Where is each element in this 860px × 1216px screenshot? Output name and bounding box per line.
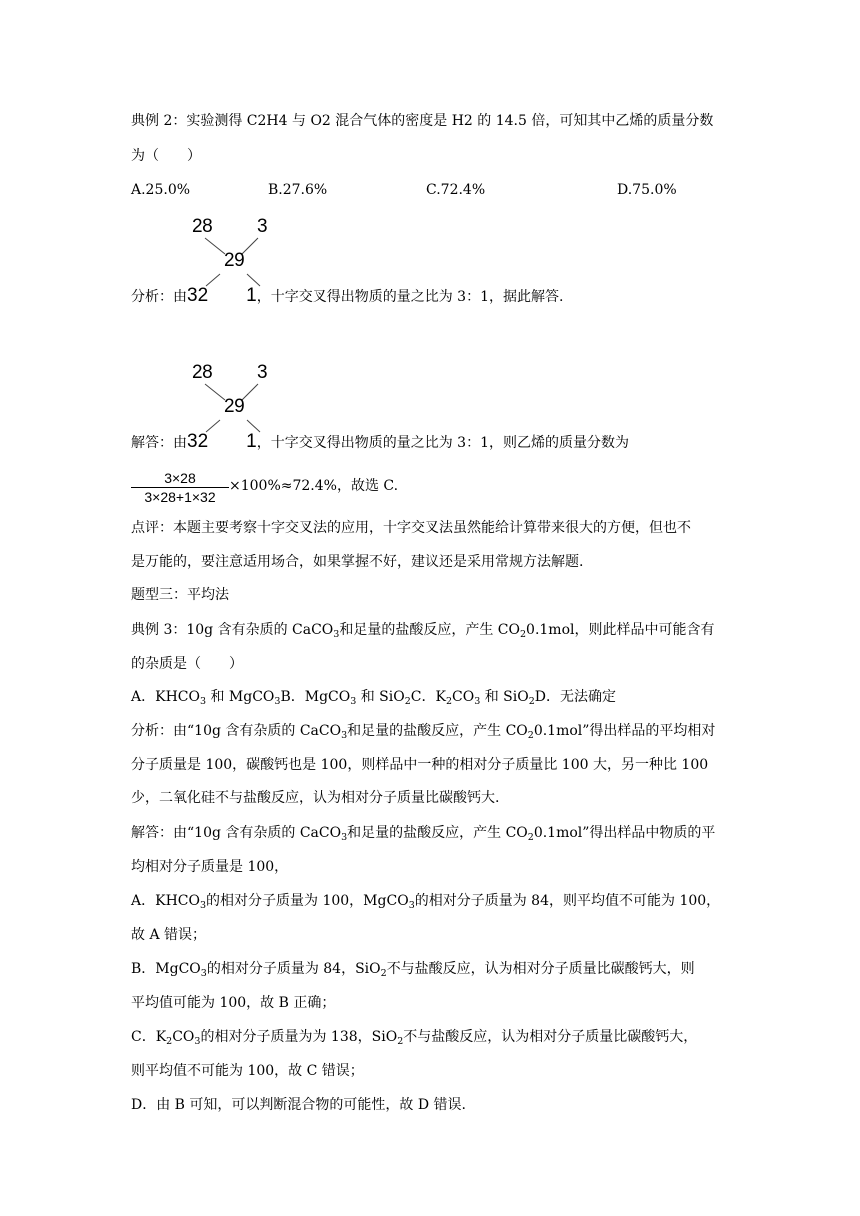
option-b: B.27.6% bbox=[268, 182, 328, 198]
answer2-line1 bbox=[131, 432, 629, 453]
answer3-b-line1: B．MgCO$_3$的相对分子质量为 84，SiO$_2$不与盐酸反应，认为相对分子质量比碳酸钙大，则 bbox=[131, 961, 695, 979]
answer2-prefix: 解答：由 bbox=[131, 435, 187, 451]
cross-top-right: 3 bbox=[257, 216, 268, 237]
option-d: D.75.0% bbox=[617, 182, 677, 198]
answer3-line2: 均相对分子质量是 100， bbox=[131, 859, 289, 875]
cross-bottom-right: 1 bbox=[246, 431, 257, 452]
example2-line2: 为（ ） bbox=[131, 148, 201, 164]
answer3-b-line2: 平均值可能为 100，故 B 正确； bbox=[131, 995, 336, 1011]
example2-line1: 典例 2：实验测得 C2H4 与 O2 混合气体的密度是 H2 的 14.5 倍，可知其中乙烯的质量分数 bbox=[131, 113, 714, 129]
comment-line1: 点评：本题主要考察十字交叉法的应用，十字交叉法虽然能给计算带来很大的方便，但也不 bbox=[131, 520, 691, 536]
example3-options: A．$KHCO_3$ 和 MgCO$_3$B．MgCO$_3$ 和 SiO$_2$C．$K_2CO_3$ 和 SiO$_2$D．无法确定 bbox=[131, 689, 616, 707]
cross-bottom-left: 32 bbox=[187, 431, 209, 452]
answer3-line1: 解答：由“10g 含有杂质的 CaCO$_3$和足量的盐酸反应，产生 $CO_20.1mol$”得出样品中物质的平 bbox=[131, 825, 716, 843]
analysis3-line2: 分子质量是 100，碳酸钙也是 100，则样品中一种的相对分子质量比 100 大，另一种比 100 bbox=[131, 757, 709, 773]
analysis2-prefix: 分析：由 bbox=[131, 289, 187, 305]
answer3-d-line: D．由 B 可知，可以判断混合物的可能性，故 D 错误. bbox=[131, 1097, 466, 1113]
answer3-c-line2: 则平均值不可能为 100，故 C 错误； bbox=[131, 1063, 364, 1079]
cross-bottom-left: 32 bbox=[187, 285, 209, 306]
cross-top-left: 28 bbox=[192, 216, 213, 237]
mass-fraction-formula bbox=[131, 469, 229, 506]
analysis2-line bbox=[131, 286, 563, 307]
section-heading-type3: 题型三：平均法 bbox=[131, 587, 229, 603]
answer2-tail: ×100%≈72.4%，故选 C. bbox=[229, 478, 399, 494]
analysis3-line3: 少，二氧化硅不与盐酸反应，认为相对分子质量比碳酸钙大. bbox=[131, 790, 500, 806]
analysis2-suffix: ，十字交叉得出物质的量之比为 3：1，据此解答. bbox=[256, 289, 564, 305]
answer3-c-line1: C．$K_2CO_3$的相对分子质量为为 138，SiO$_2$不与盐酸反应，认为相对分子质量比碳酸钙大， bbox=[131, 1029, 698, 1047]
comment-line2: 是万能的，要注意适用场合，如果掌握不好，建议还是采用常规方法解题. bbox=[131, 554, 584, 570]
option-a: A.25.0% bbox=[131, 182, 191, 198]
cross-center: 29 bbox=[224, 250, 245, 271]
cross-top-left: 28 bbox=[192, 362, 213, 383]
analysis3-line1: 分析：由“10g 含有杂质的 CaCO$_3$和足量的盐酸反应，产生 $CO_20.1mol$”得出样品的平均相对 bbox=[131, 723, 716, 741]
cross-top-right: 3 bbox=[257, 362, 268, 383]
example3-line2: 的杂质是（ ） bbox=[131, 656, 243, 672]
option-c: C.72.4% bbox=[426, 182, 486, 198]
answer3-a-line2: 故 A 错误； bbox=[131, 927, 207, 943]
example3-line1: 典例 3：10g 含有杂质的 CaCO$_3$和足量的盐酸反应，产生 $CO_20.1mol$，则此样品中可能含有 bbox=[131, 622, 715, 640]
cross-center: 29 bbox=[224, 396, 245, 417]
fraction-numerator: 3×28 bbox=[164, 470, 196, 486]
fraction-denominator: 3×28+1×32 bbox=[144, 489, 216, 505]
cross-bottom-right: 1 bbox=[246, 285, 257, 306]
answer3-a-line1: A．$KHCO_3$的相对分子质量为 100，MgCO$_3$的相对分子质量为 84，则平均值不可能为 100， bbox=[131, 893, 721, 911]
answer2-suffix: ，十字交叉得出物质的量之比为 3：1，则乙烯的质量分数为 bbox=[256, 435, 629, 451]
